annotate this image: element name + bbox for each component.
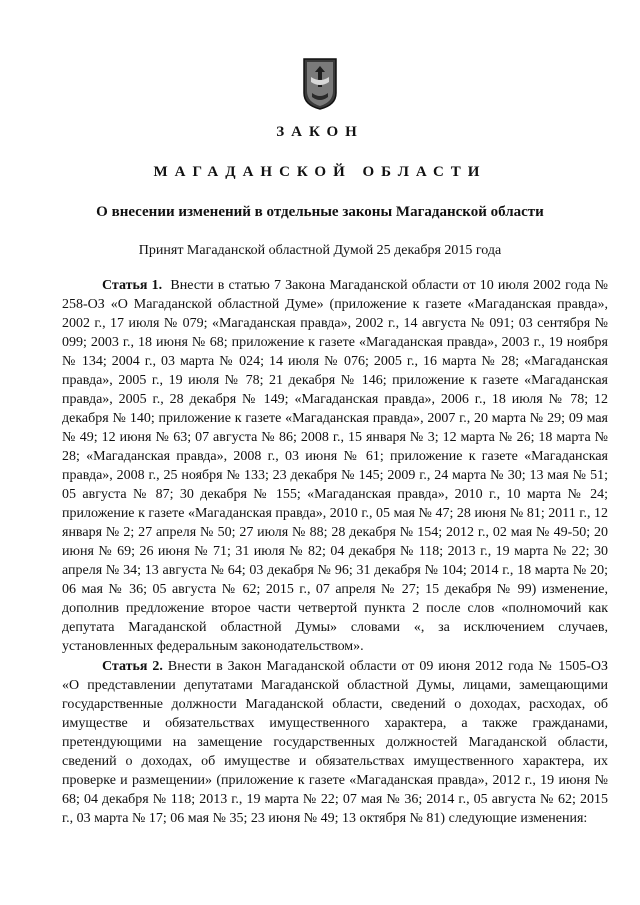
article-2 [62, 657, 608, 828]
article-2-label: Статья 2. [102, 659, 163, 674]
coat-of-arms-emblem [302, 57, 338, 111]
law-heading: ЗАКОН [276, 124, 364, 140]
article-1-label: Статья 1. [102, 278, 163, 293]
adoption-line: Принят Магаданской областной Думой 25 декабря 2015 года [138, 243, 502, 258]
article-1 [62, 276, 608, 656]
article-2-text: Внести в Закон Магаданской области от 09 июня 2012 года № 1505-ОЗ «О представлении депутатами Магаданской областной Думы, лицами, замещающими государственные должности Магаданской области, сведений о доходах, расходах, об имуществе и обязательствах имущественного характера, а также гражданами, претендующими на замещение государственных должностей Магаданской области, сведений о доходах, об имуществе и обязательствах имущественного характера, их проверке и размещении» (приложение к газете «Магаданская правда», 2012 г., 19 июня № 68; 04 декабря № 118; 2013 г., 19 марта № 22; 07 мая № 36; 2014 г., 05 августа № 62; 2015 г., 03 марта № 17; 06 мая № 35; 23 июня № 49; 13 октября № 81) следующие изменения: [62, 659, 608, 826]
law-title: О внесении изменений в отдельные законы Магаданской области [96, 204, 544, 220]
article-1-text: Внести в статью 7 Закона Магаданской области от 10 июля 2002 года № 258-ОЗ «О Магаданской областной Думе» (приложение к газете «Магаданская правда», 2002 г., 17 июля № 079; «Магаданская правда», 2002 г., 14 августа № 091; 03 сентября № 099; 2003 г., 18 июня № 68; приложение к газете «Магаданская правда», 2003 г., 19 ноября № 134; 2004 г., 03 марта № 024; 14 июля № 076; 2005 г., 16 марта № 28; «Магаданская правда», 2005 г., 19 июля № 78; 21 декабря № 146; приложение к газете «Магаданская правда», 2005 г., 28 декабря № 149; «Магаданская правда», 2006 г., 18 июля № 78; 12 декабря № 140; приложение к газете «Магаданская правда», 2007 г., 20 марта № 29; 09 мая № 49; 12 июня № 63; 07 августа № 86; 2008 г., 15 января № 3; 12 марта № 26; 18 марта № 28; «Магаданская правда», 2008 г., 03 июня № 61; приложение к газете «Магаданская правда», 2008 г., 25 ноября № 133; 23 декабря № 145; 2009 г., 24 марта № 30; 13 мая № 51; 05 августа № 87; 30 декабря № 155; «Магаданская правда», 2010 г., 10 марта № 24; приложение к газете «Магаданская правда», 2010 г., 05 мая № 47; 28 июня № 81; 2011 г., 12 января № 2; 27 апреля № 50; 27 июля № 88; 28 декабря № 154; 2012 г., 02 мая № 49-50; 20 июня № 69; 26 июня № 71; 31 июля № 82; 04 декабря № 118; 2013 г., 19 марта № 22; 30 апреля № 34; 13 августа № 64; 03 декабря № 96; 31 декабря № 104; 2014 г., 18 марта № 20; 06 мая № 36; 05 августа № 62; 2015 г., 07 апреля № 27; 15 декабря № 99) изменение, дополнив предложение второе части четвертой пункта 2 после слов «полномочий как депутата Магаданской областной Думы» словами «, за исключением случаев, установленных федеральным законодательством». [62, 278, 609, 654]
region-heading: МАГАДАНСКОЙ ОБЛАСТИ [153, 164, 487, 180]
